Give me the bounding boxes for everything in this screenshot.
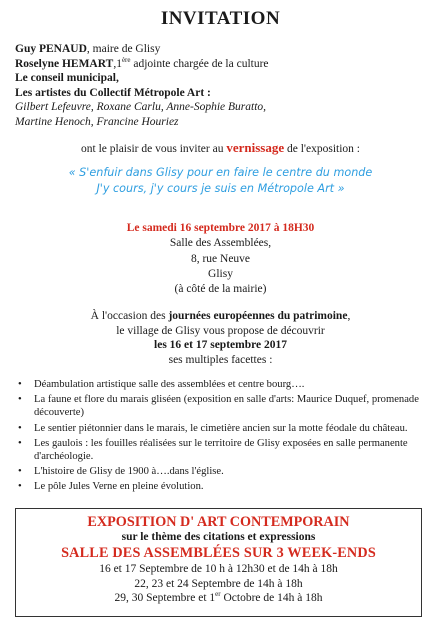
invitation-title: INVITATION <box>160 8 281 29</box>
event-date: Le samedi 16 septembre 2017 à 18H30 <box>126 222 315 234</box>
list-item-text: L'histoire de Glisy de 1900 à….dans l'église. <box>34 466 224 478</box>
deputy-sup: ère <box>121 55 131 64</box>
invite-before: ont le plaisir de vous inviter au <box>81 143 227 155</box>
artists-line-2: Martine Henoch, Francine Houriez <box>15 115 179 128</box>
artists-line-1: Gilbert Lefeuvre, Roxane Carlu, Anne-Sophie Buratto, <box>15 101 267 114</box>
bullet-mark: • <box>18 481 22 493</box>
deputy-name: Roselyne HEMART <box>15 57 114 70</box>
invite-sentence <box>0 140 441 156</box>
list-item <box>18 465 428 478</box>
weekend-3-sup: er <box>215 590 221 599</box>
bullet-mark: • <box>18 394 22 406</box>
list-item <box>18 422 428 435</box>
event-street: 8, rue Neuve <box>190 252 251 265</box>
heritage-line-1 <box>0 309 441 324</box>
host-collective: Les artistes du Collectif Métropole Art : <box>15 86 211 99</box>
deputy-role: adjointe chargée de la culture <box>130 57 269 70</box>
exhibition-theme: sur le thème des citations et expressions <box>121 531 316 543</box>
list-item <box>18 437 428 463</box>
host-deputy <box>15 57 269 72</box>
exhibition-title: EXPOSITION D' ART CONTEMPORAIN <box>87 514 350 530</box>
event-town: Glisy <box>208 267 233 280</box>
list-item-text: Le sentier piétonnier dans le marais, le cimetière ancien sur la motte féodale du château. <box>34 422 408 434</box>
heritage-l1-before: À l'occasion des <box>90 310 169 322</box>
heritage-dates: les 16 et 17 septembre 2017 <box>154 339 287 352</box>
deputy-num: ,1 <box>113 57 122 70</box>
event-details <box>0 221 441 297</box>
event-venue: Salle des Assemblées, <box>169 237 272 250</box>
bullet-mark: • <box>18 422 22 434</box>
mayor-role: , maire de Glisy <box>86 43 161 55</box>
list-item-text: La faune et flore du marais gliséen (exposition en salle d'arts: Maurice Duquef, promenade découverte) <box>34 394 419 419</box>
bullet-mark: • <box>18 466 22 478</box>
weekend-1: 16 et 17 Septembre de 10 h à 12h30 et de 14h à 18h <box>99 563 338 575</box>
hosts-block <box>15 42 269 130</box>
weekend-3-before: 29, 30 Septembre et 1 <box>114 592 216 605</box>
list-item-text: Le pôle Jules Verne en pleine évolution. <box>34 481 204 493</box>
list-item <box>18 480 428 493</box>
mayor-name: Guy PENAUD <box>15 43 87 55</box>
bullet-mark: • <box>18 437 22 449</box>
heritage-l1-bold: journées européennes du patrimoine <box>168 310 348 322</box>
heritage-line-2: le village de Glisy vous propose de découvrir <box>116 324 325 337</box>
list-item-text: Déambulation artistique salle des assemblées et centre bourg…. <box>34 379 305 390</box>
list-item <box>18 393 428 419</box>
weekend-3 <box>16 591 421 606</box>
activities-list <box>18 378 428 496</box>
host-mayor <box>15 42 269 57</box>
event-note: (à côté de la mairie) <box>174 283 267 296</box>
exhibition-quote <box>0 165 441 196</box>
heritage-line-4: ses multiples facettes : <box>168 353 273 366</box>
bullet-mark: • <box>18 379 22 390</box>
heritage-days <box>0 309 441 367</box>
list-item-text: Les gaulois : les fouilles réalisées sur le territoire de Glisy exposées en salle permanente d'archéologie. <box>34 437 408 463</box>
vernissage-word: vernissage <box>226 140 285 155</box>
list-item <box>18 378 428 391</box>
quote-line-2: J'y cours, j'y cours je suis en Métropole Art » <box>96 181 345 195</box>
exhibition-venue: SALLE DES ASSEMBLÉES SUR 3 WEEK-ENDS <box>61 545 376 561</box>
weekend-2: 22, 23 et 24 Septembre de 14h à 18h <box>134 577 303 590</box>
host-council: Le conseil municipal, <box>15 72 119 85</box>
weekend-3-after: Octobre de 14h à 18h <box>220 592 323 605</box>
quote-line-1: « S'enfuir dans Glisy pour en faire le centre du monde <box>68 166 373 179</box>
heritage-l1-after: , <box>347 310 351 322</box>
exhibition-box <box>15 508 422 617</box>
invite-after: de l'exposition : <box>284 143 360 155</box>
